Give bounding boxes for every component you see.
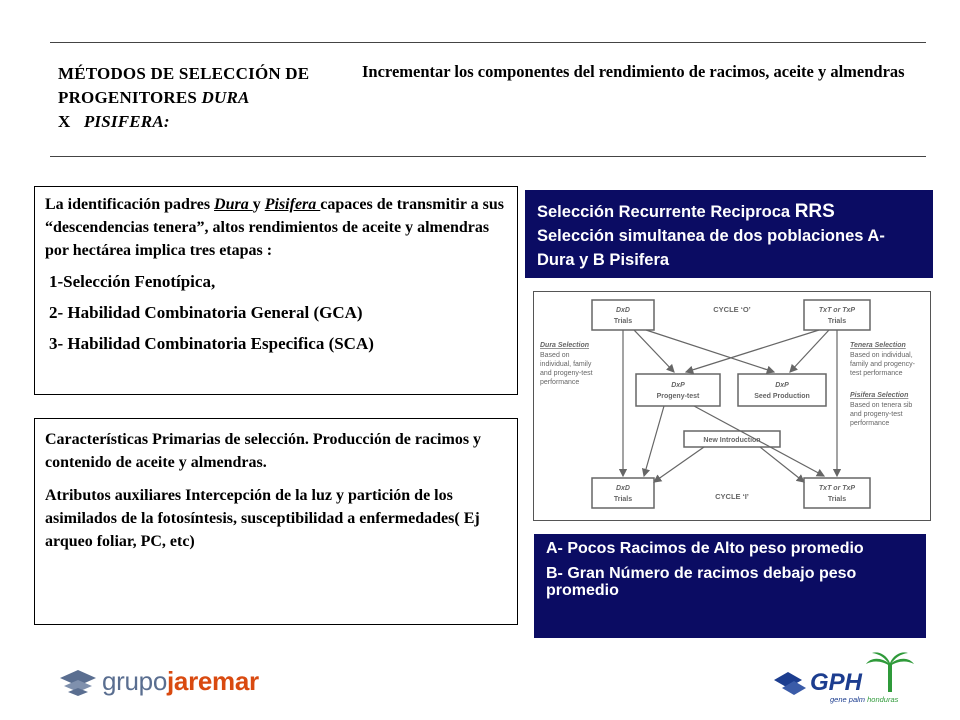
rrs-line1: Selección Recurrente Reciproca xyxy=(537,203,795,221)
page-title xyxy=(58,62,338,134)
characteristics-box xyxy=(34,418,518,625)
header-divider xyxy=(50,156,926,157)
pisifera-desc: performance xyxy=(850,420,890,427)
dxd-trials-top-box xyxy=(592,300,654,330)
dxd-top-l2: Trials xyxy=(613,318,633,325)
dxp-seed-l2: Seed Production xyxy=(754,393,810,400)
arrow-txt-progeny xyxy=(686,330,819,372)
intro-text-a: La identificación padres xyxy=(45,196,215,213)
jaremar-wordmark xyxy=(102,666,259,697)
txt-trials-bottom-box xyxy=(804,478,870,508)
dura-desc: Based on xyxy=(540,352,570,359)
gph-main: GPH xyxy=(810,669,863,696)
gph-mark-icon xyxy=(774,672,806,695)
new-introduction-label: New Introduction xyxy=(703,437,761,444)
cycle-i-label: CYCLE ‘I’ xyxy=(715,492,749,501)
tenera-desc: test performance xyxy=(850,370,903,377)
primary-characteristics: Características Primarias de selección. Producción de racimos y contenido de aceite y almendras. xyxy=(45,431,482,471)
intro-conj: y xyxy=(252,196,265,213)
rrs-acronym: RRS xyxy=(794,201,835,222)
txt-trials-top-box xyxy=(804,300,870,330)
stage-item: 2- Habilidad Combinatoria General (GCA) xyxy=(49,303,363,322)
logo-grupo: grupo xyxy=(102,666,167,696)
gph-logo xyxy=(770,650,915,706)
cycle-o-label: CYCLE ‘O’ xyxy=(713,305,751,314)
dura-desc: performance xyxy=(540,379,580,386)
txt-bottom-l1: TxT or TxP xyxy=(818,485,856,492)
tenera-desc: family and progency- xyxy=(850,361,915,368)
identification-paragraph xyxy=(45,193,507,262)
pisifera-term: Pisifera xyxy=(264,196,321,213)
dxp-progeny-box xyxy=(636,374,720,406)
identification-box xyxy=(34,186,518,395)
arrow-dxd-progeny xyxy=(634,330,674,372)
title-pisifera: PISIFERA: xyxy=(83,112,170,131)
arrow-intro-dxd xyxy=(654,447,704,482)
top-divider xyxy=(50,42,926,43)
txt-top-l2: Trials xyxy=(827,318,847,325)
dxp-progeny-l1: DxP xyxy=(671,382,685,389)
arrow-intro-txt xyxy=(760,447,804,482)
logo-jaremar: jaremar xyxy=(167,666,259,696)
dxp-seed-l1: DxP xyxy=(775,382,789,389)
pisifera-desc: Based on tenera sib xyxy=(850,402,913,409)
txt-top-l1: TxT or TxP xyxy=(818,307,856,314)
pisifera-selection-label: Pisifera Selection xyxy=(850,392,909,399)
arrow-dxd-seed xyxy=(646,330,774,372)
title-x: X xyxy=(58,112,71,131)
gph-sub: gene palm honduras xyxy=(830,695,899,704)
arrow-txt-seed xyxy=(790,330,829,372)
jaremar-mark-icon xyxy=(58,668,98,698)
dura-desc: individual, family xyxy=(540,361,592,368)
txt-bottom-l2: Trials xyxy=(827,496,847,503)
dura-selection-label: Dura Selection xyxy=(540,342,590,349)
palm-icon xyxy=(866,652,914,692)
dxd-trials-bottom-box xyxy=(592,478,654,508)
population-a: A- Pocos Racimos de Alto peso promedio xyxy=(546,540,864,557)
dxd-bottom-l1: DxD xyxy=(615,485,631,492)
grupo-jaremar-logo xyxy=(58,666,288,700)
intro-text-b: capaces de transmitir a sus “descendencias tenera”, altos rendimientos de aceite y almendras por hectárea implica tres etapas : xyxy=(45,196,504,259)
dura-term: Dura xyxy=(214,196,253,213)
dxd-top-l1: DxD xyxy=(615,307,631,314)
dxd-bottom-l2: Trials xyxy=(613,496,633,503)
title-dura: DURA xyxy=(201,88,250,107)
dxp-progeny-l2: Progeny-test xyxy=(656,393,700,400)
rrs-cycle-diagram xyxy=(533,291,931,521)
auxiliary-attributes: Atributos auxiliares Intercepción de la luz y partición de los asimilados de la fotosíntesis, susceptibilidad a enfermedades( Ej arqueo foliar, PC, etc) xyxy=(45,487,480,550)
pisifera-desc: and progeny-test xyxy=(850,411,903,418)
stage-item: 1-Selección Fenotípica, xyxy=(49,272,216,291)
title-text: MÉTODOS DE SELECCIÓN DE PROGENITORES xyxy=(58,64,310,107)
page-subtitle: Incrementar los componentes del rendimiento de racimos, aceite y almendras xyxy=(362,62,905,81)
ab-box xyxy=(534,534,926,638)
tenera-desc: Based on individual, xyxy=(850,352,913,359)
population-b: B- Gran Número de racimos debajo peso promedio xyxy=(546,565,857,599)
dxp-seed-box xyxy=(738,374,826,406)
rrs-box xyxy=(525,190,933,278)
dura-desc: and progeny-test xyxy=(540,370,593,377)
arrow-progeny-dxd xyxy=(644,406,664,476)
rrs-line2: Selección simultanea de dos poblaciones A-Dura y B Pisifera xyxy=(537,227,885,269)
tenera-selection-label: Tenera Selection xyxy=(850,342,906,349)
stage-item: 3- Habilidad Combinatoria Especifica (SCA) xyxy=(49,334,374,353)
